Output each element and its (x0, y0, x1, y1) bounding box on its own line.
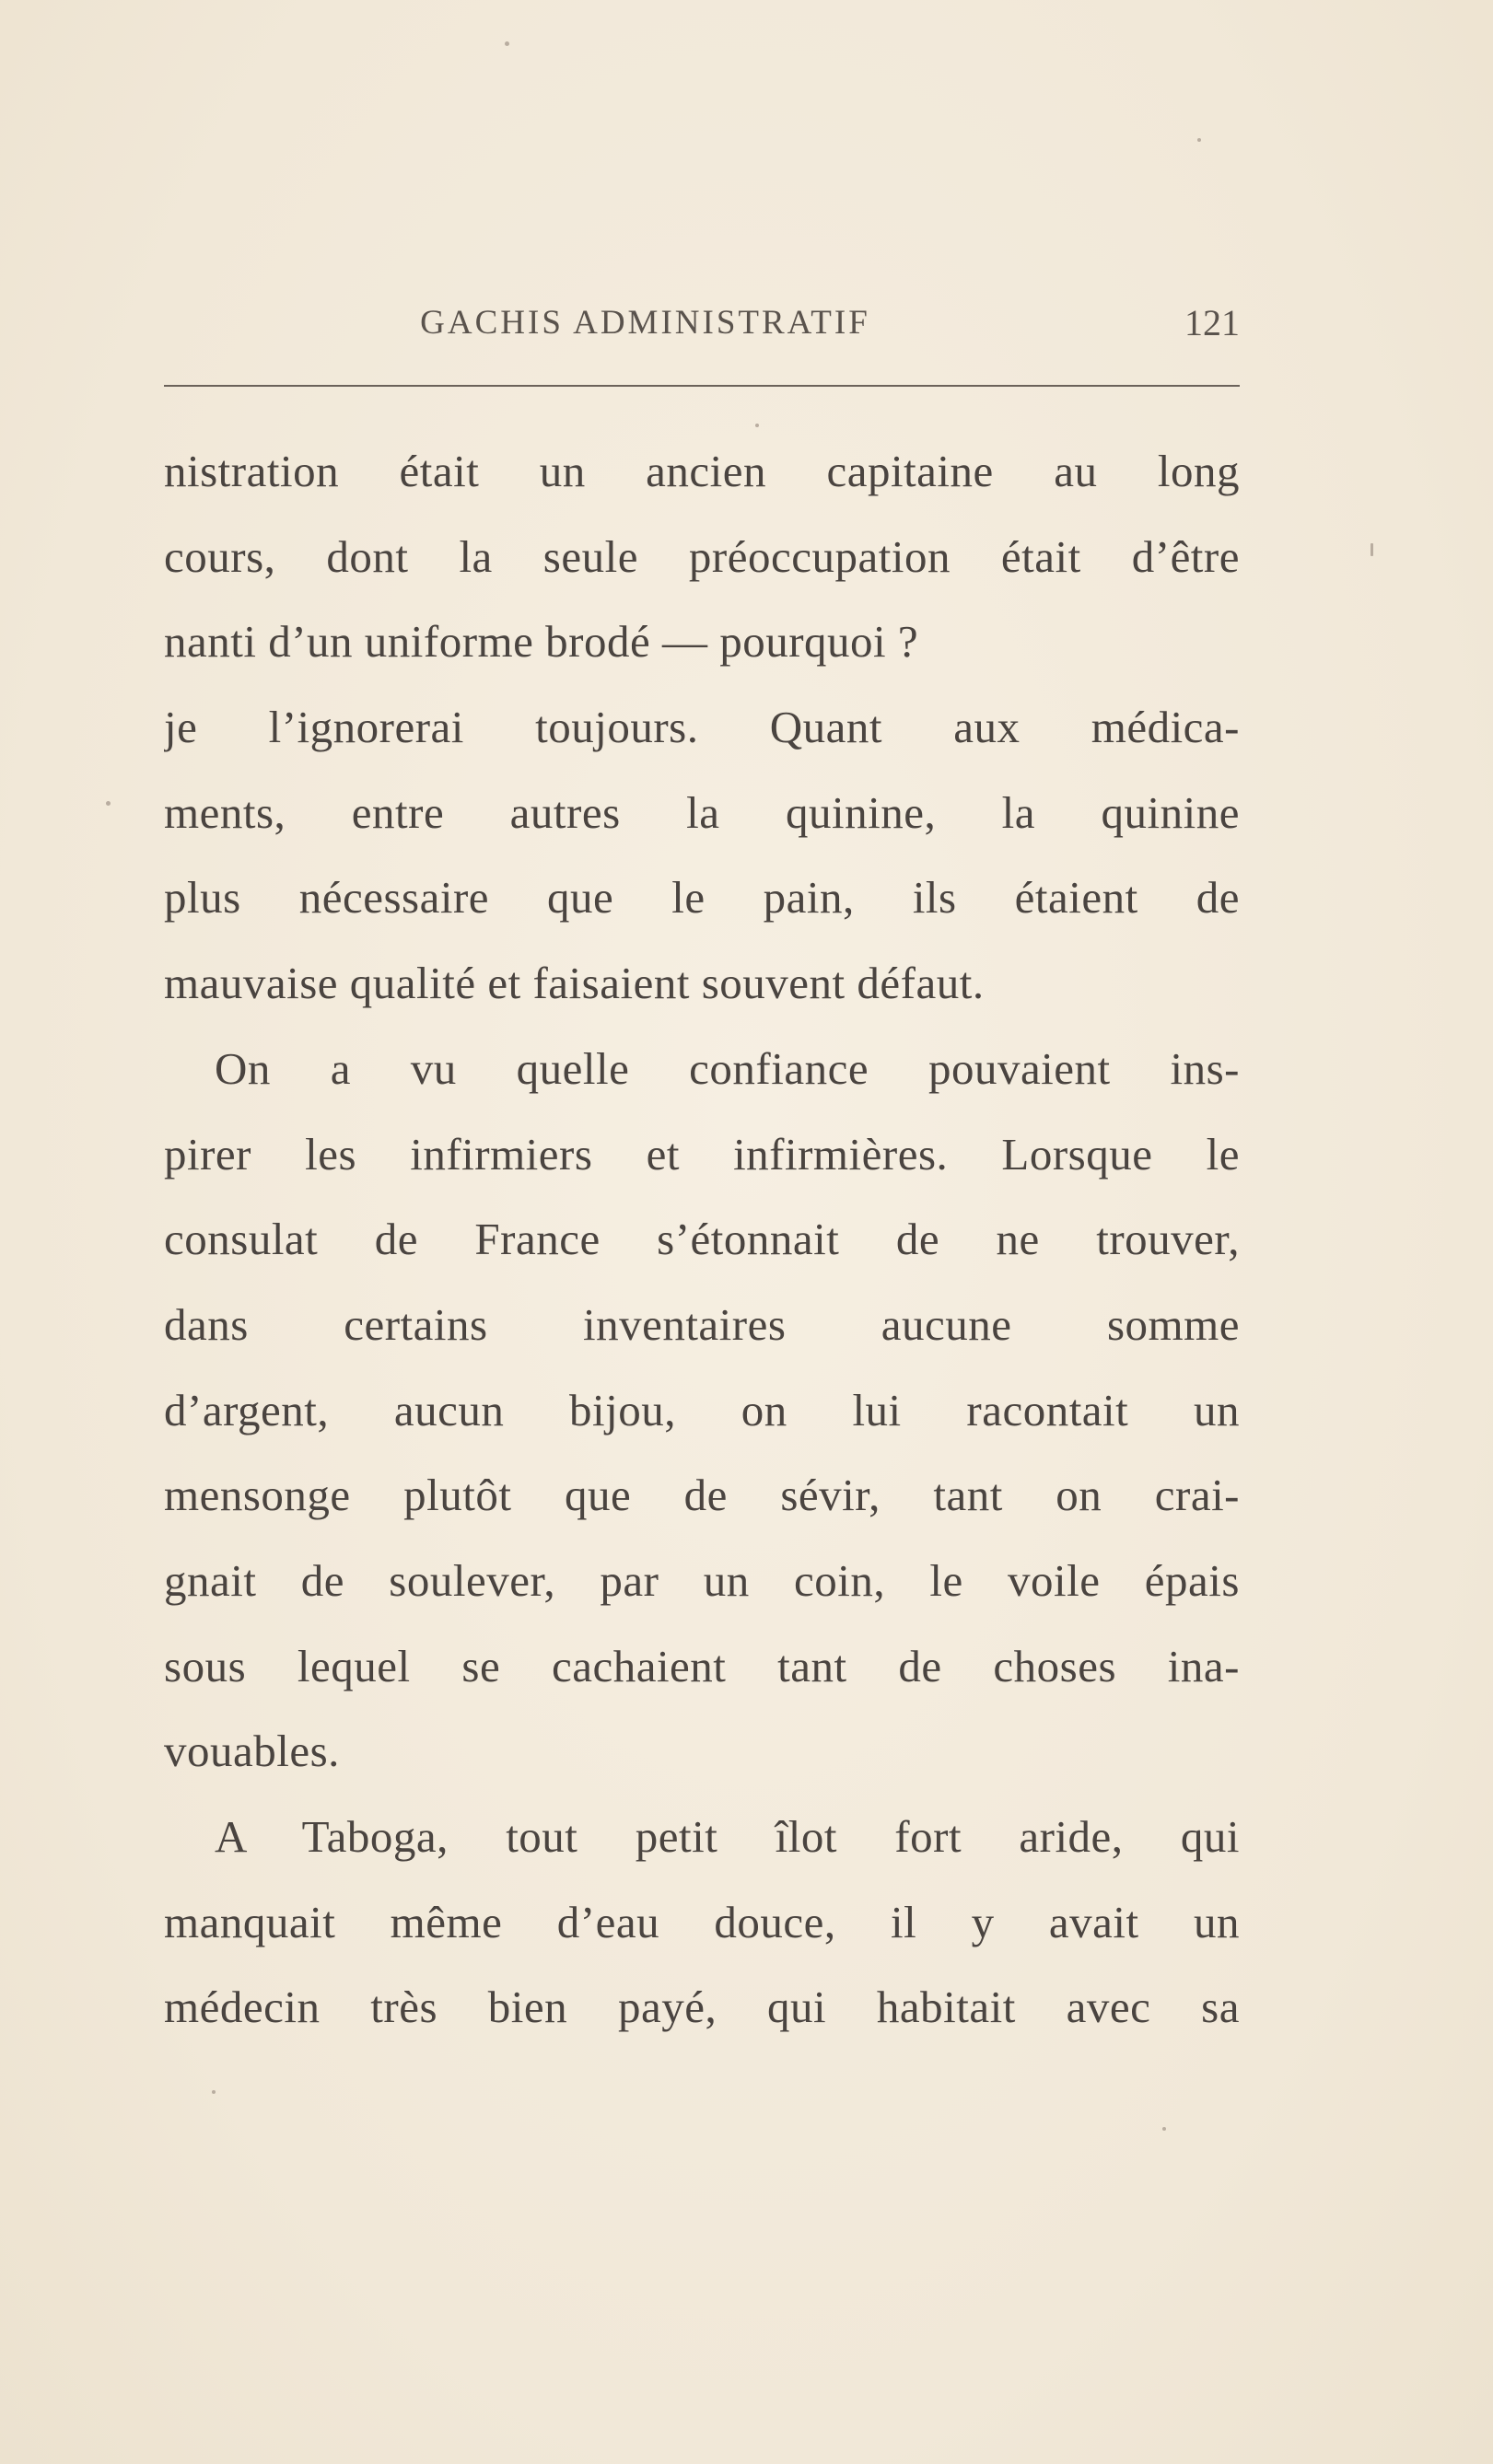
text-line: dans certains inventaires aucune somme (164, 1298, 1240, 1350)
text-line: mensonge plutôt que de sévir, tant on crai- (164, 1470, 1240, 1521)
paper-speck (212, 2090, 216, 2094)
body-text (164, 429, 1240, 2051)
header-rule (164, 385, 1240, 387)
text-line: nanti d’un uniforme brodé — pourquoi ? (164, 616, 919, 668)
paper-speck (1162, 2127, 1166, 2131)
paragraph-first-line: On a vu quelle confiance pouvaient ins- (215, 1042, 1240, 1094)
running-title: GACHIS ADMINISTRATIF (420, 304, 870, 342)
text-line: je l’ignorerai toujours. Quant aux médica- (164, 702, 1240, 753)
text-line: consulat de France s’étonnait de ne trouver, (164, 1214, 1240, 1265)
paper-speck (505, 41, 509, 46)
paper-speck (1371, 543, 1373, 556)
text-line: nistration était un ancien capitaine au long (164, 446, 1240, 496)
text-line: plus nécessaire que le pain, ils étaient de (164, 872, 1240, 924)
text-line: gnait de soulever, par un coin, le voile épais (164, 1554, 1240, 1606)
text-line: sous lequel se cachaient tant de choses ina- (164, 1640, 1240, 1691)
text-line: mauvaise qualité et faisaient souvent défaut. (164, 958, 985, 1009)
running-head (164, 300, 1240, 346)
page-number: 121 (1184, 302, 1240, 343)
text-line: d’argent, aucun bijou, on lui racontait un (164, 1384, 1240, 1435)
text-line: ments, entre autres la quinine, la quinine (164, 786, 1240, 838)
paper-speck (106, 801, 111, 806)
paragraph-first-line: A Taboga, tout petit îlot fort aride, qui (215, 1811, 1240, 1862)
paper-speck (1197, 138, 1201, 142)
text-line: médecin très bien payé, qui habitait avec sa (164, 1982, 1240, 2033)
text-line: pirer les infirmiers et infirmières. Lorsque le (164, 1128, 1240, 1180)
paragraph-last-line: vouables. (164, 1726, 340, 1777)
text-line: manquait même d’eau douce, il y avait un (164, 1896, 1240, 1947)
text-line: cours, dont la seule préoccupation était d’être (164, 530, 1240, 582)
paper-speck (755, 424, 759, 427)
